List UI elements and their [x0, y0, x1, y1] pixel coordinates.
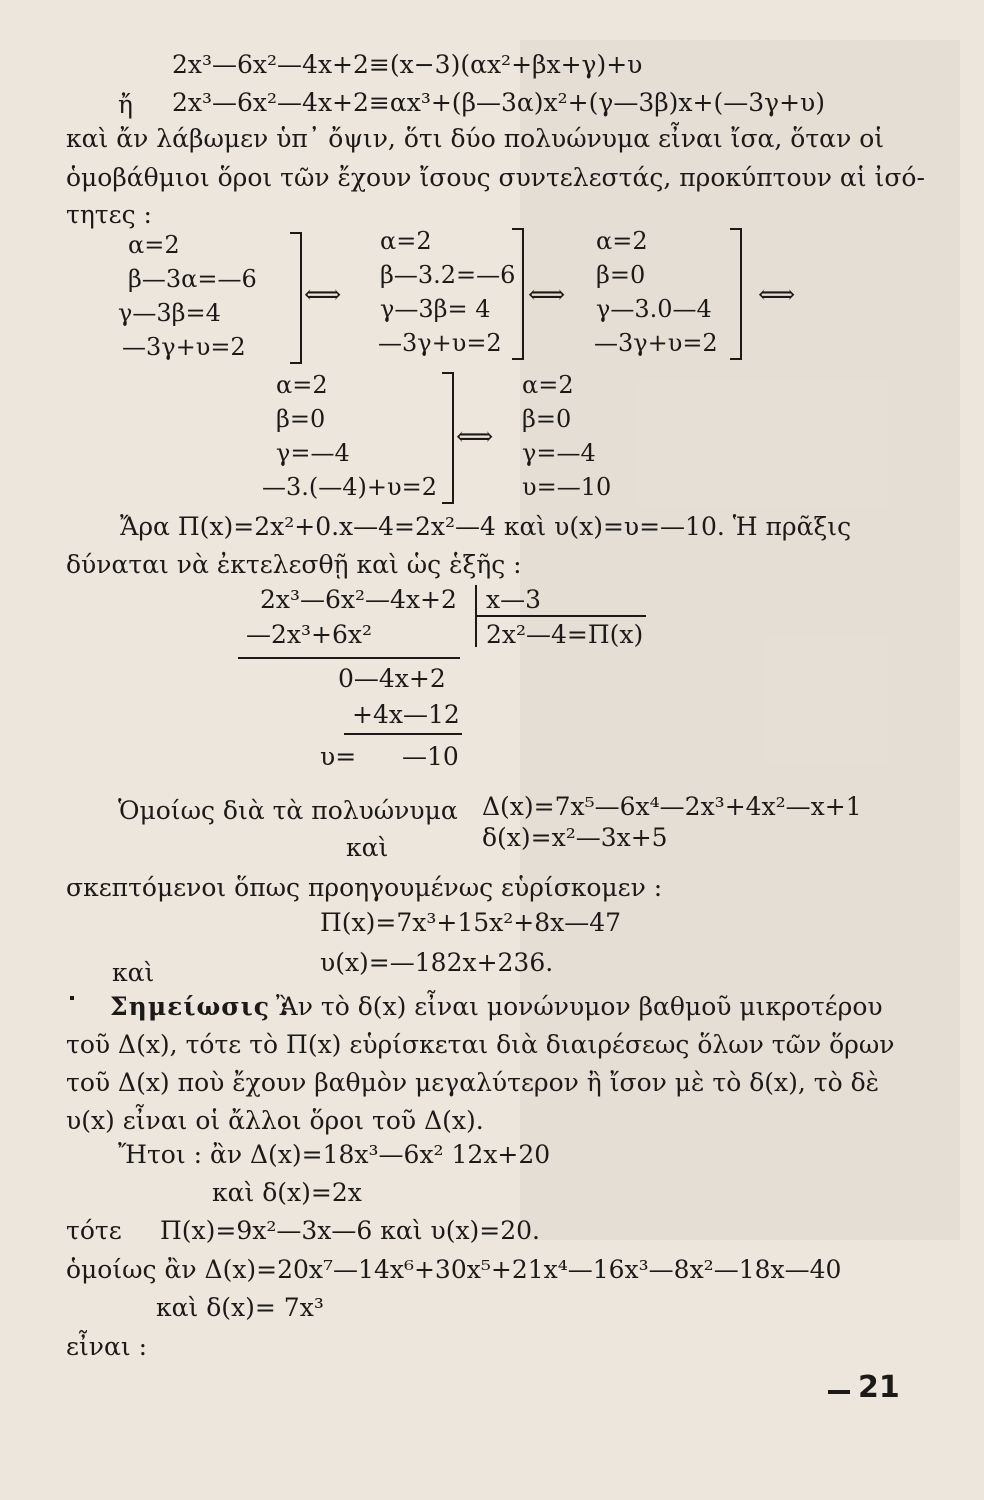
division-bar-horizontal: [476, 615, 646, 617]
division-rule-2: [344, 733, 462, 735]
equation-1: 2x³—6x²—4x+2≡(x−3)(αx²+βx+γ)+υ: [172, 50, 643, 79]
system2-brace: [512, 228, 524, 360]
system4-row4: —3.(—4)+υ=2: [262, 473, 437, 501]
delta-small: δ(x)=x²—3x+5: [482, 823, 668, 852]
division-rule-1: [238, 657, 460, 659]
system5-row4: υ=—10: [522, 473, 612, 501]
example1-tote-label: τότε: [66, 1216, 122, 1245]
system3-row4: —3γ+υ=2: [594, 329, 718, 357]
division-remainder-value: —10: [402, 742, 459, 771]
equation-2: 2x³—6x²—4x+2≡αx³+(β—3α)x²+(γ—3β)x+(—3γ+υ): [172, 88, 825, 117]
example2-einai: εἶναι :: [66, 1332, 148, 1361]
thinking-line: σκεπτόμενοι ὅπως προηγουμένως εὑρίσκομεν :: [66, 873, 663, 902]
example1-tote-result: Π(x)=9x²—3x—6 καὶ υ(x)=20.: [160, 1216, 541, 1245]
note-line-3: τοῦ Δ(x) ποὺ ἔχουν βαθμὸν μεγαλύτερον ἢ ἴσον μὲ τὸ δ(x), τὸ δὲ: [66, 1068, 880, 1097]
system5-row3: γ=—4: [522, 439, 596, 467]
system1-row4: —3γ+υ=2: [122, 333, 246, 361]
note-line-2: τοῦ Δ(x), τότε τὸ Π(x) εὑρίσκεται διὰ διαιρέσεως ὅλων τῶν ὅρων: [66, 1030, 895, 1059]
note-title: Σημείωσις :: [110, 992, 290, 1021]
example1-lead: Ἤτοι : ἂν Δ(x)=18x³—6x² 12x+20: [118, 1140, 551, 1169]
page-number: 21: [858, 1370, 900, 1405]
system3-row2: β=0: [596, 261, 646, 289]
para1-line1: καὶ ἄν λάβωμεν ὑπ᾽ ὄψιν, ὅτι δύο πολυώνυμα εἶναι ἴσα, ὅταν οἱ: [66, 124, 885, 153]
system4-brace: [442, 372, 454, 504]
note-line-1: Ἂν τὸ δ(x) εἶναι μονώνυμον βαθμοῦ μικροτέρου: [276, 992, 883, 1021]
system5-row1: α=2: [522, 371, 574, 399]
system2-row1: α=2: [380, 227, 432, 255]
system2-row4: —3γ+υ=2: [378, 329, 502, 357]
page-number-mark: [828, 1390, 850, 1394]
kai-word-2: καὶ: [112, 958, 155, 987]
division-dividend: 2x³—6x²—4x+2: [260, 585, 457, 614]
example2-kai: καὶ δ(x)= 7x³: [156, 1293, 324, 1322]
para1-line3: τητες :: [66, 200, 152, 229]
division-divisor: x—3: [486, 585, 542, 614]
system5-row2: β=0: [522, 405, 572, 433]
system1-row3: γ—3β=4: [118, 299, 221, 327]
u-result: υ(x)=—182x+236.: [320, 948, 554, 977]
system2-row2: β—3.2=—6: [380, 261, 516, 289]
system2-row3: γ—3β= 4: [380, 295, 491, 323]
arrow-4: ⟺: [456, 422, 494, 452]
kai-word-1: καὶ: [346, 833, 389, 862]
system1-brace: [290, 232, 302, 364]
similar-label: Ὁμοίως διὰ τὰ πολυώνυμα: [118, 796, 458, 825]
system4-row2: β=0: [276, 405, 326, 433]
example1-kai: καὶ δ(x)=2x: [212, 1178, 362, 1207]
system4-row3: γ=—4: [276, 439, 350, 467]
arrow-3: ⟺: [758, 280, 796, 310]
system1-row2: β—3α=—6: [128, 265, 257, 293]
system3-row3: γ—3.0—4: [596, 295, 712, 323]
system3-brace: [730, 228, 742, 360]
division-remainder-1: 0—4x+2: [338, 664, 446, 693]
system1-row1: α=2: [128, 231, 180, 259]
system4-row1: α=2: [276, 371, 328, 399]
example2-lead: ὁμοίως ἂν Δ(x)=20x⁷—14x⁶+30x⁵+21x⁴—16x³—8x²—18x—40: [66, 1255, 842, 1284]
para2-line1: Ἄρα Π(x)=2x²+0.x—4=2x²—4 καὶ υ(x)=υ=—10. Ἡ πρᾶξις: [120, 512, 852, 541]
division-quotient: 2x²—4=Π(x): [486, 620, 644, 649]
separator-mark: [70, 996, 74, 1000]
system3-row1: α=2: [596, 227, 648, 255]
arrow-2: ⟺: [528, 280, 566, 310]
arrow-1: ⟺: [304, 280, 342, 310]
delta-big: Δ(x)=7x⁵—6x⁴—2x³+4x²—x+1: [482, 792, 862, 821]
pi-result: Π(x)=7x³+15x²+8x—47: [320, 908, 622, 937]
division-step2: +4x—12: [352, 700, 460, 729]
para1-line2: ὁμοβάθμιοι ὅροι τῶν ἔχουν ἴσους συντελεστάς, προκύπτουν αἱ ἰσό-: [66, 163, 925, 192]
note-line-4: υ(x) εἶναι οἱ ἄλλοι ὅροι τοῦ Δ(x).: [66, 1106, 484, 1135]
division-remainder-label: υ=: [320, 742, 357, 771]
para2-line2: δύναται νὰ ἐκτελεσθῇ καὶ ὡς ἑξῆς :: [66, 550, 522, 579]
eta-word: ἤ: [118, 90, 133, 119]
division-step1: —2x³+6x²: [246, 620, 373, 649]
